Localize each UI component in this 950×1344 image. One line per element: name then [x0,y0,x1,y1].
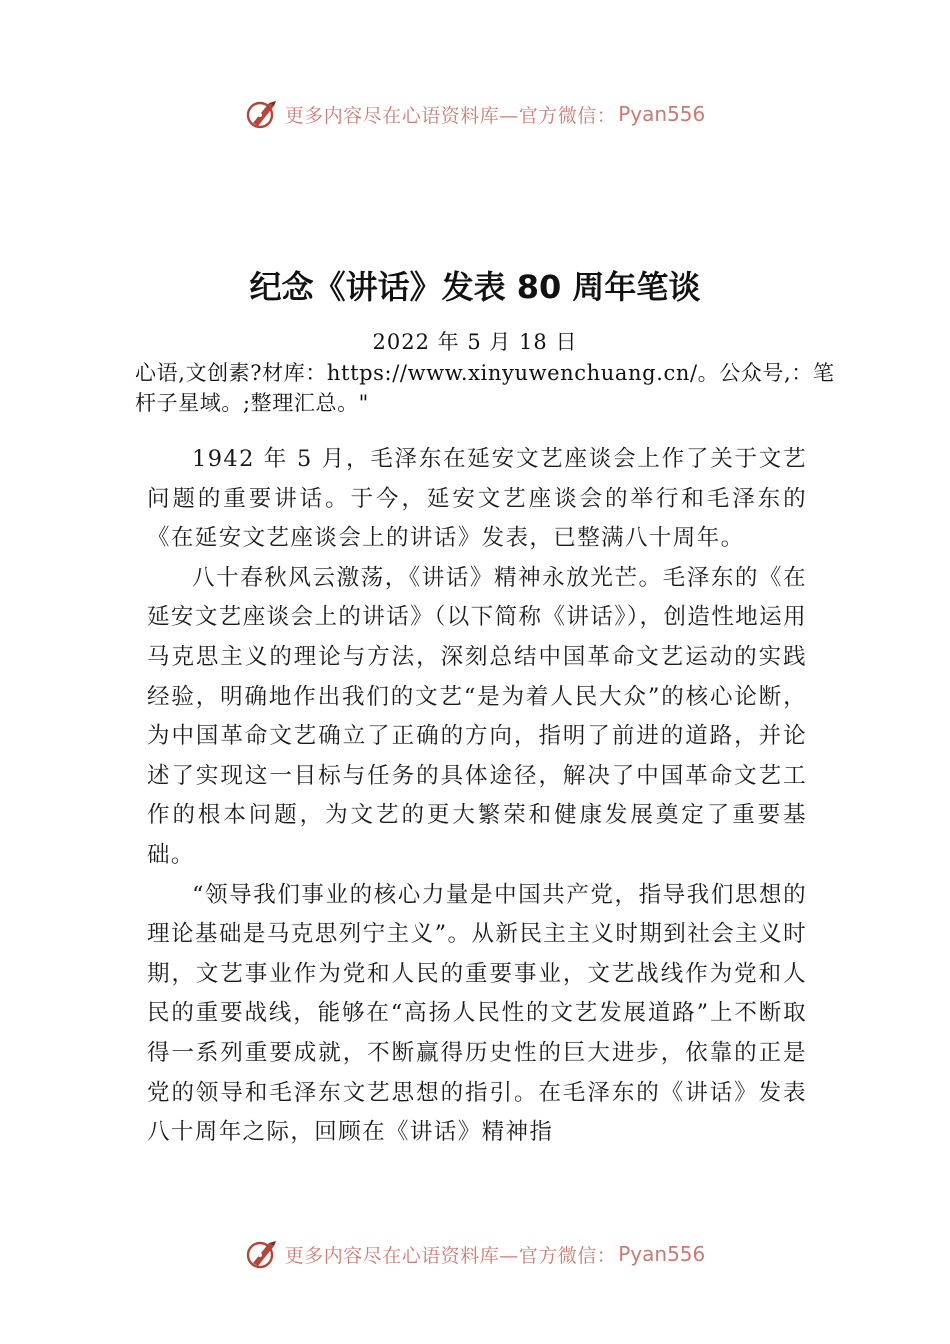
footer-wechat-id: Pyan556 [618,1242,706,1266]
header-banner-text: 更多内容尽在心语资料库—官方微信： [284,104,617,127]
paragraph: “领导我们事业的核心力量是中国共产党，指导我们思想的理论基础是马克思列宁主义”。从新民主主义时期到社会主义时期，文艺事业作为党和人民的重要事业，文艺战线作为党和人民的重要战线，能够在“高扬人民性的文艺发展道路”上不断取得一系列重要成就，不断赢得历史性的巨大进步，依靠的正是党的领导和毛泽东文艺思想的指引。在毛泽东的《讲话》发表八十周年之际，回顾在《讲话》精神指 [147,881,807,1146]
paragraph: 1942 年 5 月，毛泽东在延安文艺座谈会上作了关于文艺问题的重要讲话。于今，延安文艺座谈会的举行和毛泽东的《在延安文艺座谈会上的讲话》发表，已整满八十周年。 [147,446,807,552]
document-title: 纪念《讲话》发表 80 周年笔谈 [249,268,701,306]
pen-nib-logo-icon [245,1237,279,1271]
document-date: 2022 年 5 月 18 日 [372,330,578,354]
header-wechat-id: Pyan556 [618,102,706,126]
footer-banner [0,1234,950,1274]
footer-banner-text: 更多内容尽在心语资料库—官方微信： [284,1244,617,1267]
paragraph: 八十春秋风云激荡，《讲话》精神永放光芒。毛泽东的《在延安文艺座谈会上的讲话》（以下简称《讲话》），创造性地运用马克思主义的理论与方法，深刻总结中国革命文艺运动的实践经验，明确地作出我们的文艺“是为着人民大众”的核心论断，为中国革命文艺确立了正确的方向，指明了前进的道路，并论述了实现这一目标与任务的具体途径，解决了中国革命文艺工作的根本问题，为文艺的更大繁荣和健康发展奠定了重要基础。 [147,564,807,868]
article-body [147,440,807,1153]
pen-nib-logo-icon [245,97,279,131]
header-banner [0,94,950,134]
source-note: 心语,文创素?材库：https://www.xinyuwenchuang.cn/。公众号,：笔杆子星域。;整理汇总。" [135,361,835,415]
